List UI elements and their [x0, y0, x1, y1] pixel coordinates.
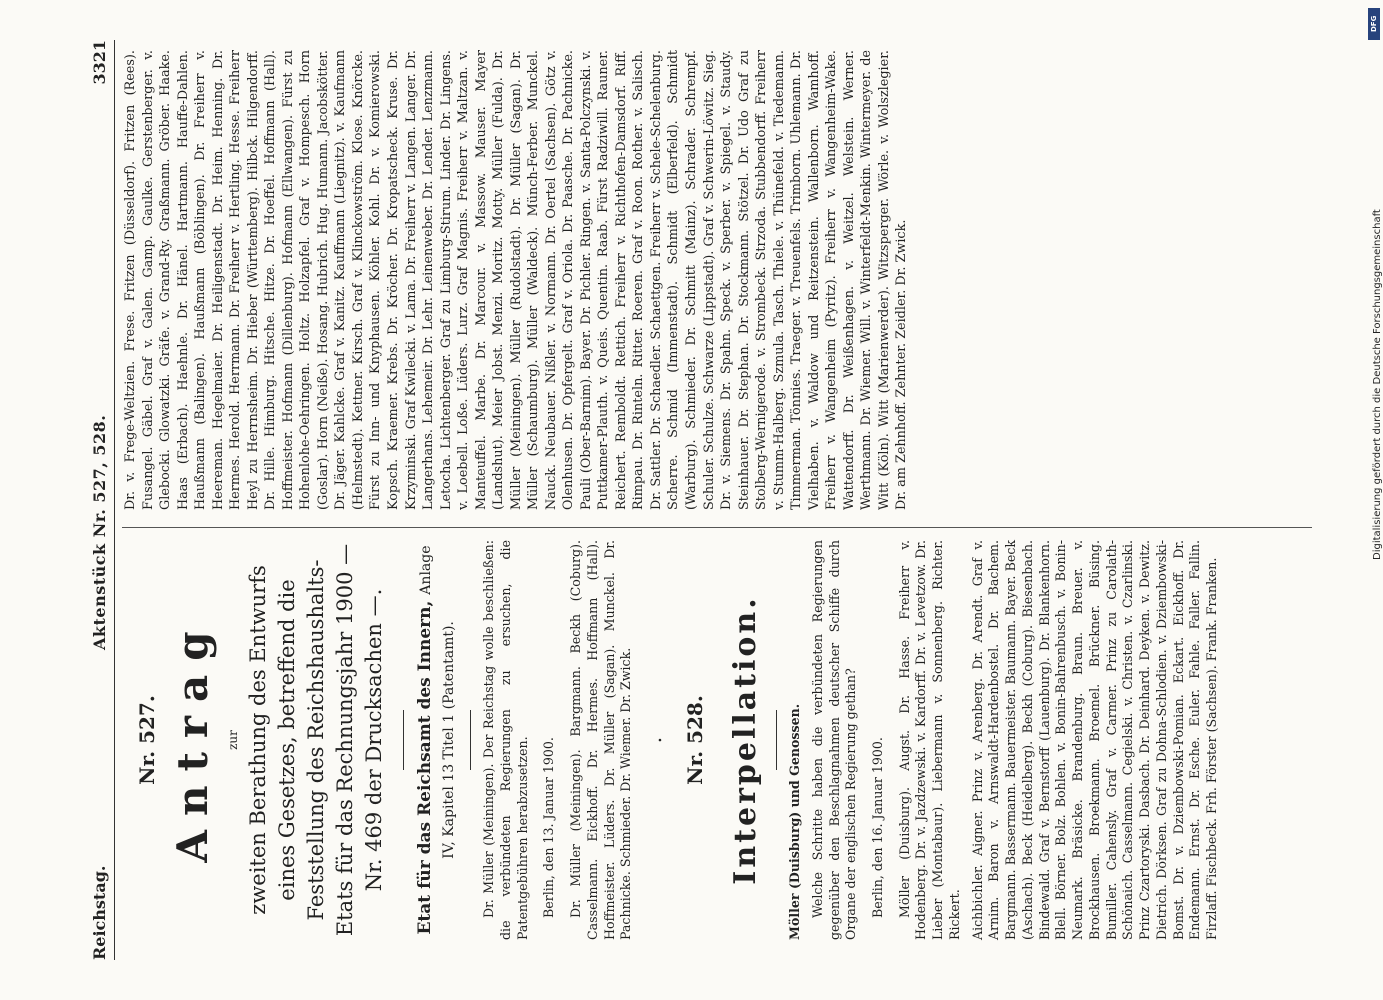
header-center: Aktenstück Nr. 527, 528.	[90, 414, 109, 650]
separator	[403, 710, 404, 770]
doc528-number: Nr. 528.	[682, 695, 707, 785]
doc528-title: Interpellation.	[728, 595, 764, 885]
doc527-zur: zur	[226, 730, 241, 750]
right-column	[122, 50, 917, 510]
rotated-page-content	[60, 20, 1330, 980]
doc528-signatories-b: Aichbichler. Aigner. Prinz v. Arenberg. Dr. Arendt. Graf v. Arnim. Baron v. Arnswaldt-Hardenbostel. Dr. Bachem. Bargmann. Bassermann. Bauermeister. Baumann. Bayer. Beck (Aschach). Beck (Heidelberg). Beckh (Coburg). Biesenbach. Bindewald. Graf v. Bernstorff (Lauenburg). Dr. Blankenhorn. Blell. Börner. Bolz. Bohlen. v. Bonin-Bahrenbusch. v. Bonin-Neumark. Bräsicke. Brandenburg. Braun. Breuer. v. Brockhausen. Broekmann. Broemel. Brückner. Büsing. Bumiller. Cahensly. Graf v. Carmer. Prinz zu Carolath-Schönaich. Casselmann. Cegielski. v. Christen. v. Czarlinski. Prinz Czartoryski. Dasbach. Dr. Deinhard. Deyken. v. Dewitz. Dietrich. Dörksen. Graf zu Dohna-Schlodien. v. Dziembowski-Bomst. Dr. v. Dziembowski-Pomian. Eckart. Eickhoff. Dr. Endemann. Ernst. Dr. Esche. Euler. Fahle. Faller. Fallin. Firzlaff. Fischbeck. Frh. Förster (Sachsen). Frank. Franken.	[969, 540, 1219, 940]
etat-detail: Anlage IV, Kapitel 13 Titel 1 (Patentamt).	[418, 545, 458, 859]
separator	[776, 710, 777, 770]
doc527-date: Berlin, den 13. Januar 1900.	[541, 737, 557, 918]
end-mark: .	[642, 736, 666, 744]
header-rule	[114, 40, 115, 960]
doc527-title: Antrag	[167, 617, 217, 863]
doc528-question: Welche Schritte haben die verbündeten Regierungen gegenüber den Beschlagnahmen deutscher Schiffe durch Organe der englischen Regierung gethan?	[809, 540, 859, 940]
separator	[470, 710, 471, 770]
page-number: 3321	[90, 40, 109, 85]
etat-heading	[414, 540, 460, 940]
dfg-logo: DFG	[1368, 8, 1380, 40]
doc528-authors: Möller (Duisburg) und Genossen.	[787, 703, 803, 940]
left-column	[122, 540, 1227, 940]
header-left: Reichstag.	[90, 865, 109, 960]
doc527-subtitle: zweiten Berathung des Entwurfs eines Gesetzes, betreffend die Feststellung des Reichshaushalts-Etats für das Rechnungsjahr 1900 — Nr. 469 der Drucksachen —.	[246, 543, 387, 937]
funding-note: Digitalisierung gefördert durch die Deutsche Forschungsgemeinschaft	[1372, 209, 1383, 560]
etat-heading-text: Etat für das Reichsamt des Innern,	[415, 600, 436, 935]
doc528-date: Berlin, den 16. Januar 1900.	[870, 737, 886, 918]
page-header	[90, 20, 112, 980]
doc528-signatories-a: Möller (Duisburg). Augst. Dr. Hasse. Freiherr v. Hodenberg. Dr. v. Jazdzewski. v. Kardorff. Dr. v. Levetzow. Dr. Lieber (Montabaur). Liebermann v. Sonnenberg. Richter. Rickert.	[896, 540, 962, 940]
doc527-motion: Dr. Müller (Meiningen). Der Reichstag wolle beschließen: die verbündeten Regierungen zu ersuchen, die Patentgebühren herabzusetzen.	[481, 540, 530, 940]
doc527-number: Nr. 527.	[135, 695, 159, 785]
doc528-signatories-c: Dr. v. Frege-Weltzien. Frese. Fritzen (Düsseldorf). Fritzen (Rees). Fusangel. Gäbel. Graf v. Galen. Gamp. Gaulke. Gerstenberger. v. Glebocki. Glowatzki. Gräfe. v. Grand-Ry. Graßmann. Gröber. Haake. Haas (Erbach). Haehnle. Dr. Hänel. Hartmann. Hauffe-Dahlen. Haußmann (Balingen). Haußmann (Böblingen). Dr. Freiherr v. Heereman. Hegelmaier. Dr. Heiligenstadt. Dr. Heim. Henning. Dr. Hermes. Herold. Herrmann. Dr. Freiherr v. Hertling. Hesse. Freiherr Heyl zu Herrnsheim. Dr. Hieber (Württemberg). Hilbck. Hilgendorff. Dr. Hille. Himburg. Hitsche. Hitze. Dr. Hoeffel. Hoffmann (Hall). Hoffmeister. Hofmann (Dillenburg). Hofmann (Ellwangen). Fürst zu Hohenlohe-Oehringen. Holtz. Holzapfel. Graf v. Hompesch. Horn (Goslar). Horn (Neiße). Hosang. Hubrich. Hug. Humann. Jacobskötter. Dr. Jäger. Kahlcke. Graf v. Kanitz. Kauffmann (Liegnitz). v. Kaufmann (Helmstedt). Kettner. Kirsch. Graf v. Klinckowström. Klose. Knörcke. Fürst zu Inn- und Knyphausen. Köhler. Kohl. Dr. v. Komierowski. Kopsch. Kraemer. Krebs. Dr. Kröcher. Dr. Kropatscheck. Kruse. Dr. Krzyminski. Graf Kwilecki. v. Lama. Dr. Freiherr v. Langen. Langer. Dr. Langerhans. Lehemeir. Dr. Lehr. Leinenweber. Dr. Lender. Lenzmann. Letocha. Lichtenberger. Graf zu Limburg-Stirum. Linder. Dr. Lingens. v. Loebell. Loße. Lüders. Lurz. Graf Magnis. Freiherr v. Maltzan. v. Manteuffel. Marbe. Dr. Marcour. v. Massow. Mauser. Mayer (Landshut). Meier Jobst. Menzi. Moritz. Motty. Müller (Fulda). Dr. Müller (Meiningen). Müller (Rudolstadt). Dr. Müller (Sagan). Dr. Müller (Schaumburg). Müller (Waldeck). Münch-Ferber. Munckel. Nauck. Neubauer. Nißler. v. Normann. Dr. Oertel (Sachsen). Götz v. Olenhusen. Dr. Opfergelt. Graf v. Oriola. Dr. Paasche. Dr. Pachnicke. Pauli (Ober-Barnim). Bayer. Dr. Pichler. Ringen. v. Santa-Polczynski. v. Puttkamer-Plauth. v. Queis. Quentin. Raab. Fürst Radziwill. Rauner. Reichert. Remboldt. Rettich. Freiherr v. Richthofen-Damsdorf. Riff. Rimpau. Dr. Rinteln. Ritter. Roeren. Graf v. Roon. Rother. v. Salisch. Dr. Sattler. Dr. Schaedler. Schaettgen. Freiherr v. Schele-Schelenburg. Scherre. Schmid (Immenstadt). Schmidt (Elberfeld). Schmidt (Warburg). Schmieder. Dr. Schmitt (Mainz). Schrader. Schrempf. Schuler. Schulze. Schwarze (Lippstadt). Graf v. Schwerin-Löwitz. Sieg. Dr. v. Siemens. Dr. Spahn. Speck. v. Sperber. v. Spiegel. v. Staudy. Steinhauer. Dr. Stephan. Dr. Stockmann. Stötzel. Dr. Udo Graf zu Stolberg-Wernigerode. v. Strombeck. Strzoda. Stubbendorff. Freiherr v. Stumm-Halberg. Szmula. Tasch. Thiele. v. Thünefeld. v. Tiedemann. Timmerman. Tönnies. Traeger. v. Treuenfels. Trimborn. Uhlemann. Dr. Vielhaben. v. Waldow und Reitzenstein. Wallenborn. Wamhoff. Freiherr v. Wangenheim (Pyritz). Freiherr v. Wangenheim-Wake. Wattendorff. Dr. Weißenhagen. v. Weitzel. Welstein. Werner. Werthmann. Dr. Wiemer. Will. v. Winterfeldt-Menkin. Wintermeyer. de Witt (Köln). Witt (Marienwerder). Witzsperger. Wörle. v. Wolszlegier. Dr. am Zehnhoff. Zehnter. Zeidler. Dr. Zwick.	[123, 50, 910, 510]
column-divider	[122, 527, 1312, 528]
doc527-signatories: Dr. Müller (Meiningen). Bargmann. Beckh (Coburg). Casselmann. Eickhoff. Dr. Hermes. Hoffmann (Hall). Hoffmeister. Lüders. Dr. Müller (Sagan). Munckel. Dr. Pachnicke. Schmieder. Dr. Wiemer. Dr. Zwick.	[568, 540, 634, 940]
